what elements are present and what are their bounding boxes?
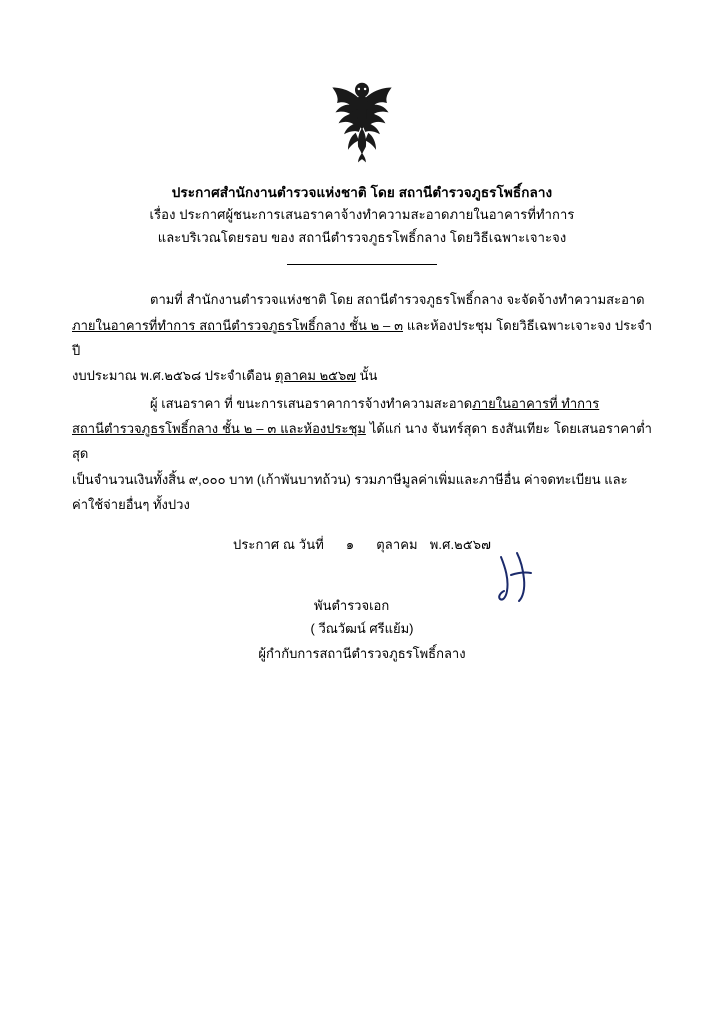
p2-part-4: ได้แก่ นาง จันทร์สุดา ธงสันเทียะ โดยเสนอราคาต่ำสุด	[72, 421, 652, 462]
announce-day: ๑	[345, 536, 355, 552]
announce-month: ตุลาคม	[376, 536, 418, 552]
subject-line-2: และบริเวณโดยรอบ ของ สถานีตำรวจภูธรโพธิ์กลาง โดยวิธีเฉพาะเจาะจง	[157, 229, 567, 245]
handwritten-signature-icon	[487, 551, 547, 607]
horizontal-rule	[287, 264, 437, 265]
announcement-date-line	[72, 534, 652, 555]
p1-part-2-underlined: ภายในอาคารที่ทำการ สถานีตำรวจภูธรโพธิ์กลาง ชั้น ๒ – ๓	[72, 317, 403, 333]
subject-line-1: เรื่อง ประกาศผู้ชนะการเสนอราคาจ้างทำความสะอาดภายในอาคารที่ทำการ	[149, 206, 575, 222]
signature-name: ( วีณวัฒน์ ศรีแย้ม)	[310, 620, 414, 636]
document-body	[72, 287, 652, 517]
signature-rank-row	[72, 595, 652, 616]
p1-part-5-underlined: ตุลาคม ๒๕๖๗	[275, 368, 357, 384]
announce-year-prefix: พ.ศ.	[429, 536, 455, 552]
announce-prefix: ประกาศ ณ วันที่	[232, 536, 324, 552]
p1-part-4: งบประมาณ พ.ศ.๒๕๖๘ ประจำเดือน	[72, 368, 276, 384]
p2-part-1: ผู้ เสนอราคา ที่ ขนะการเสนอราคาการจ้างทำความสะอาด	[150, 395, 473, 411]
p1-part-3: และห้องประชุม โดยวิธีเฉพาะเจาะจง ประจำปี	[72, 317, 652, 359]
announce-year: ๒๕๖๗	[454, 536, 492, 552]
garuda-emblem-icon	[323, 78, 401, 164]
p1-part-1: ตามที่ สำนักงานตำรวจแห่งชาติ โดย สถานีตำรวจภูธรโพธิ์กลาง จะจัดจ้างทำความสะอาด	[150, 292, 645, 308]
p2-part-6: ค่าใช้จ่ายอื่นๆ ทั้งปวง	[72, 497, 190, 513]
signature-position: ผู้กำกับการสถานีตำรวจภูธรโพธิ์กลาง	[258, 645, 466, 661]
page-title: ประกาศสำนักงานตำรวจแห่งชาติ โดย สถานีตำรวจภูธรโพธิ์กลาง	[171, 185, 553, 200]
emblem-container	[72, 78, 652, 169]
p2-part-2-underlined: ภายในอาคารที่ ทำการ	[472, 395, 600, 411]
signature-rank: พันตำรวจเอก	[314, 597, 390, 613]
divider	[72, 255, 652, 273]
p1-part-6: นั้น	[356, 368, 378, 384]
p2-part-5: เป็นจำนวนเงินทั้งสิ้น ๙,๐๐๐ บาท (เก้าพันบาทถ้วน) รวมภาษีมูลค่าเพิ่มและภาษีอื่น ค่าจดทะเบียน และ	[72, 471, 628, 487]
paragraph-1	[72, 287, 652, 388]
p2-part-3-underlined: สถานีตำรวจภูธรโพธิ์กลาง ชั้น ๒ – ๓ และห้องประชุม	[72, 421, 366, 437]
signature-block	[72, 595, 652, 725]
paragraph-2	[72, 391, 652, 518]
